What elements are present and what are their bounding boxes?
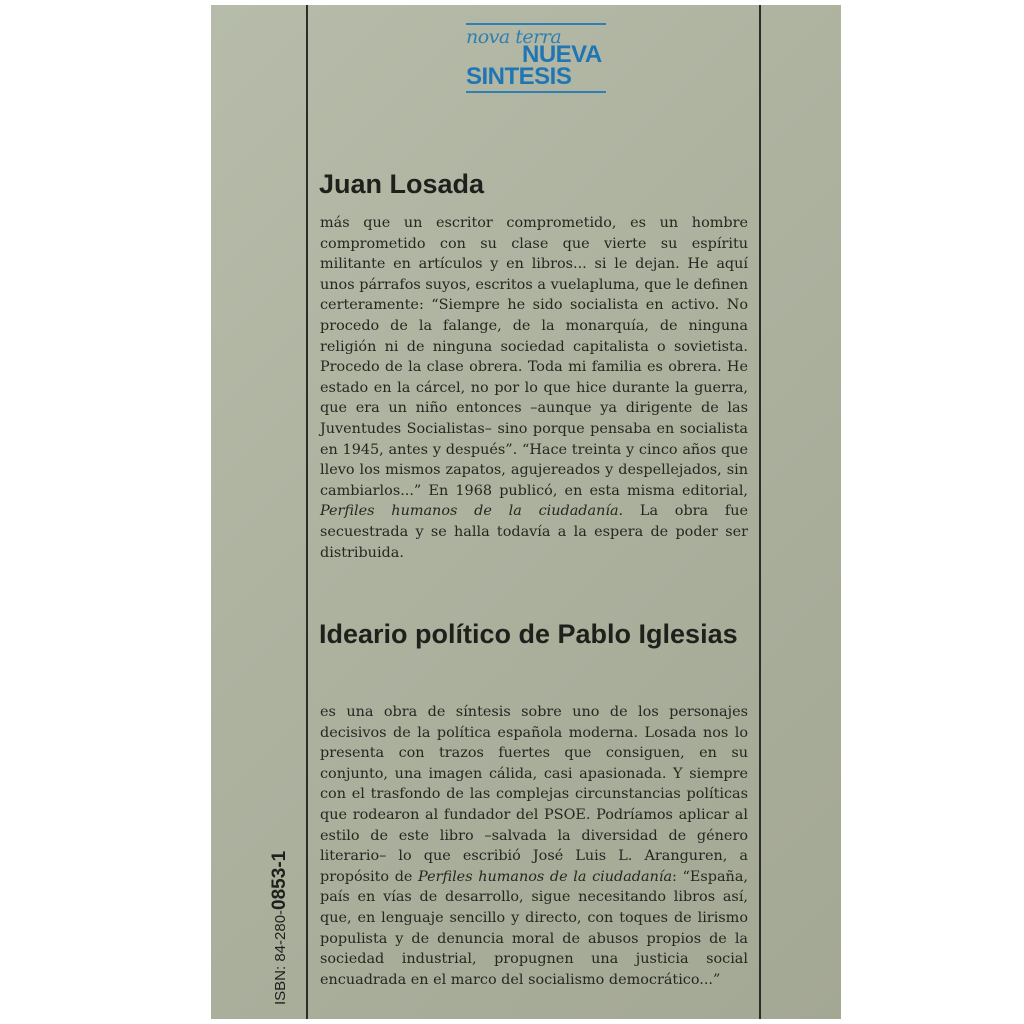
logo-top-rule (466, 23, 606, 25)
author-bio (320, 213, 748, 563)
logo-bottom-rule (466, 91, 606, 93)
publisher-logo (466, 23, 606, 93)
isbn-prefix: ISBN: 84-280- (272, 909, 289, 1005)
book-description (320, 702, 748, 990)
isbn-label (269, 851, 291, 1005)
logo-sintesis: SINTESIS (466, 63, 572, 90)
book-description-title: Perfiles humanos de la ciudadanía (418, 868, 673, 885)
logo-nueva: NUEVA (522, 41, 602, 68)
left-rule (306, 5, 308, 1019)
author-heading: Juan Losada (319, 169, 485, 199)
right-rule (759, 5, 761, 1019)
author-bio-text: más que un escritor comprometido, es un hombre comprometido con su clase que vierte su espíritu militante en artículos y en libros... si le dejan. He aquí unos párrafos suyos, escritos a vuelapluma, que le definen certeramente: “Siempre he sido socialista en activo. No procedo de la falange, de la monarquía, de ninguna religión ni de ninguna sociedad capitalista o sovietista. Procedo de la clase obrera. Toda mi familia es obrera. He estado en la cárcel, no por lo que hice durante la guerra, que era un niño entonces –aunque ya dirigente de las Juventudes Socialistas– sino porque pensaba en socialista en 1945, antes y después”. “Hace treinta y cinco años que llevo los mismos zapatos, agujereados y despellejados, sin cambiarlos...” En 1968 publicó, en esta misma editorial, (320, 215, 748, 499)
back-cover (211, 5, 841, 1019)
logo-nova-terra: nova terra (466, 26, 562, 48)
book-description-end: : “España, país en vías de desarrollo, sigue necesitando libros así, que, en lenguaje sencillo y directo, con toques de lirismo populista y de denuncia moral de abusos propios de la sociedad industrial, propugnen una justicia social encuadrada en el marco del socialismo democrático...” (320, 868, 748, 988)
book-description-text: es una obra de síntesis sobre uno de los personajes decisivos de la política española moderna. Losada nos lo presenta con trazos fuertes que consiguen, en su conjunto, una imagen cálida, casi apasionada. Y siempre con el trasfondo de las complejas circunstancias políticas que rodearon al fundador del PSOE. Podríamos aplicar al estilo de este libro –salvada la diversidad de género literario– lo que escribió José Luis L. Aranguren, a propósito de (320, 704, 748, 885)
book-title-heading: Ideario político de Pablo Iglesias (319, 619, 738, 649)
author-bio-end: La obra fue secuestrada y se halla todavía a la espera de poder ser distribuida. (320, 503, 748, 561)
isbn-number: 0853-1 (269, 850, 290, 910)
author-bio-title: Perfiles humanos de la ciudadanía. (320, 503, 624, 520)
